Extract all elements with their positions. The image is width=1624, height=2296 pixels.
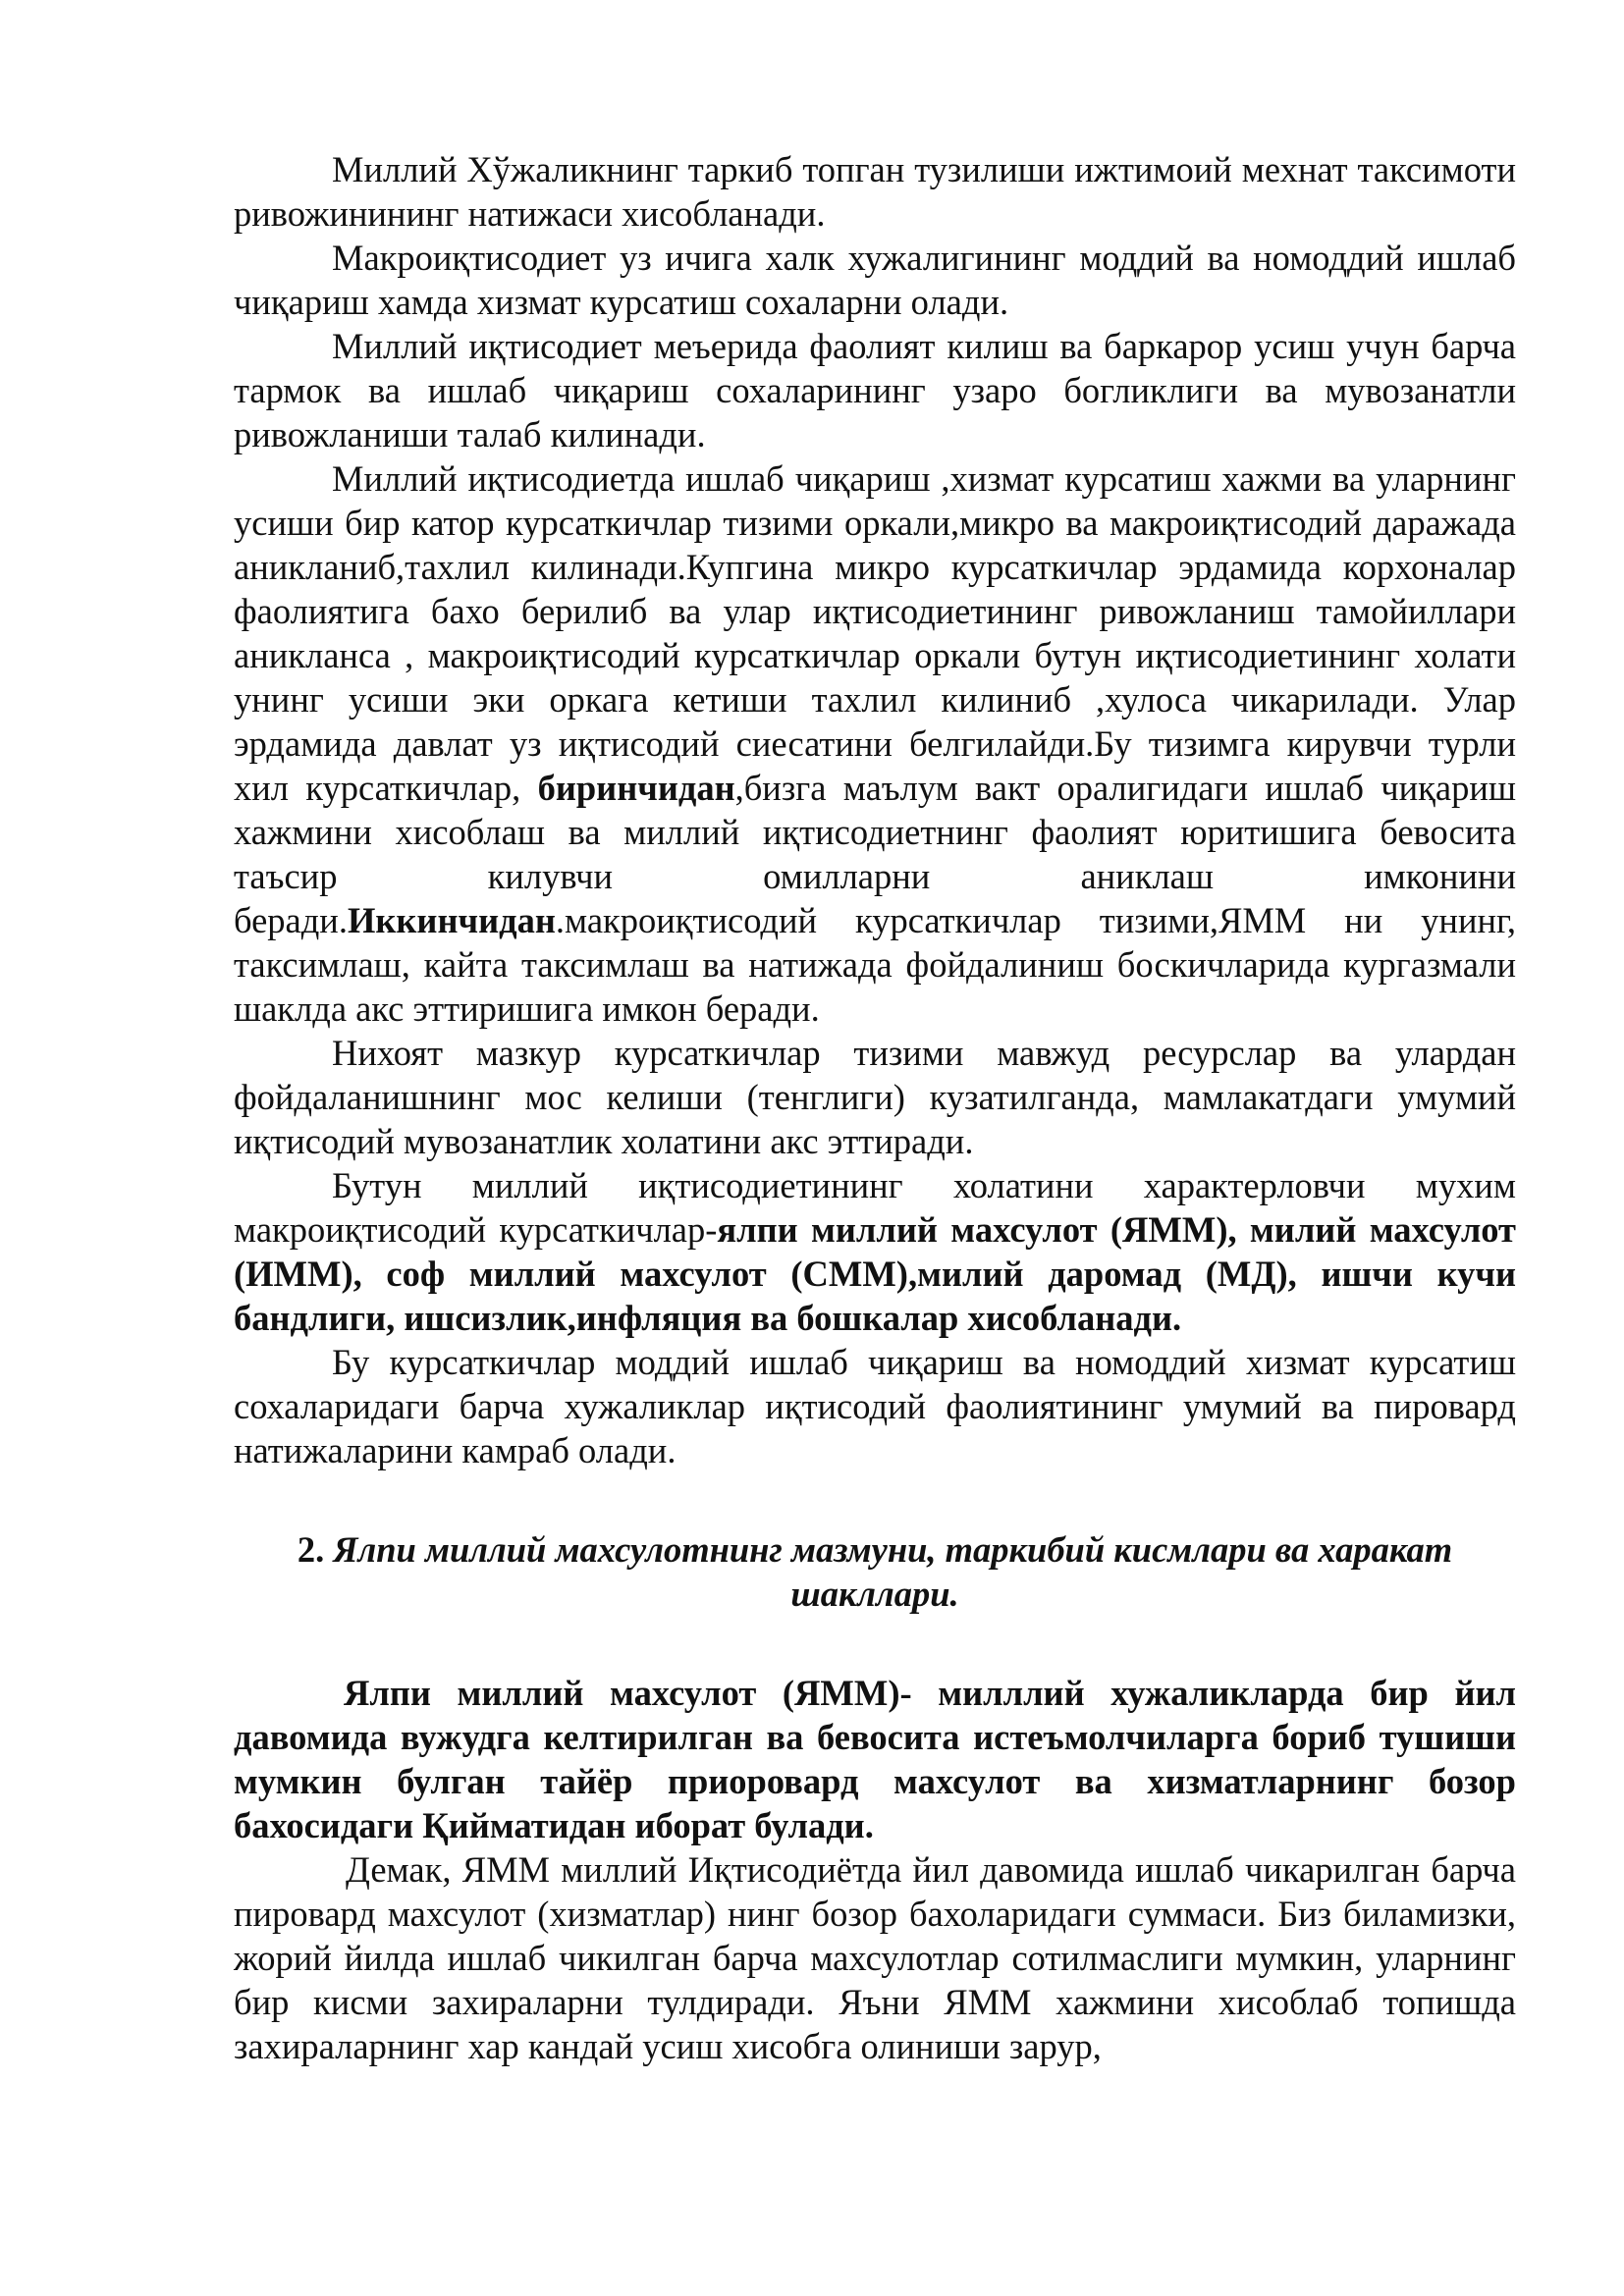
- paragraph-4-bold-second: Иккинчидан: [347, 900, 556, 940]
- document-page: [234, 147, 1516, 2068]
- paragraph-6-text: Бутун миллий иқтисодиетининг холатини характерловчи мухим макроиқтисодий курсаткичлар-: [234, 1165, 1516, 1250]
- paragraph-4-bold-first: биринчидан: [537, 768, 735, 808]
- paragraph-4-text-e: .макроиқтисодий курсаткичлар тизими,ЯММ ни унинг, таксимлаш, кайта таксимлаш ва натижада фойдалиниш боскичларида кургазмали шаклда акс эттиришига имкон беради.: [234, 900, 1516, 1029]
- closing-paragraph: Демак, ЯММ миллий Иқтисодиётда йил давомида ишлаб чикарилган барча пировард махсулот (хизматлар) нинг бозор бахоларидаги суммаси. Биз биламизки, жорий йилда ишлаб чикилган барча махсулотлар сотилмаслиги мумкин, уларнинг бир кисми захираларни тулдиради. Яъни ЯММ хажмини хисоблаб топишда захираларнинг хар кандай усиш хисобга олиниши зарур,: [234, 1849, 1516, 2066]
- paragraph-3: Миллий иқтисодиет меъерида фаолият килиш ва баркарор усиш учун барча тармок ва ишлаб чиқариш сохаларининг узаро богликлиги ва мувозанатли ривожланиши талаб килинади.: [234, 326, 1516, 454]
- paragraph-4: [234, 456, 1516, 1031]
- paragraph-2: Макроиқтисодиет уз ичига халк хужалигининг моддий ва номоддий ишлаб чиқариш хамда хизмат курсатиш сохаларни олади.: [234, 238, 1516, 322]
- paragraph-6-bold-indicators: ялпи миллий махсулот (ЯММ), милий махсулот (ИММ), соф миллий махсулот (СММ),милий даромад (МД), ишчи кучи бандлиги, ишсизлик,инфляция ва бошкалар хисобланади.: [234, 1209, 1516, 1338]
- section-heading: [234, 1527, 1516, 1616]
- paragraph-4-text-c: ,бизга маълум вакт оралигидаги ишлаб чиқариш хажмини хисоблаш ва миллий иқтисодиетнинг фаолият юритишига бевосита таъсир килувчи омилларни аниклаш имконини беради.: [234, 768, 1516, 940]
- paragraph-7: Бу курсаткичлар моддий ишлаб чиқариш ва номоддий хизмат курсатиш сохаларидаги барча хужаликлар иқтисодий фаолиятининг умумий ва пировард натижаларини камраб олади.: [234, 1342, 1516, 1470]
- paragraph-4-text-a: Миллий иқтисодиетда ишлаб чиқариш ,хизмат курсатиш хажми ва уларнинг усиши бир катор курсаткичлар тизими оркали,микро ва макроиқтисодий даражада аникланиб,тахлил килинади.Купгина микро курсаткичлар эрдамида корхоналар фаолиятига бахо берилиб ва улар иқтисодиетининг ривожланиш тамойиллари аникланса , макроиқтисодий курсаткичлар оркали бутун иқтисодиетининг холати унинг усиши эки оркага кетиши тахлил килиниб ,хулоса чикарилади. Улар эрдамида давлат уз иқтисодий сиесатини белгилайди.Бу тизимга кирувчи турли хил курсаткичлар,: [234, 458, 1516, 808]
- section-title: Ялпи миллий махсулотнинг мазмуни, таркибий кисмлари ва харакат шакллари.: [333, 1529, 1453, 1614]
- paragraph-5: Нихоят мазкур курсаткичлар тизими мавжуд ресурслар ва улардан фойдаланишнинг мос келиши (тенглиги) кузатилганда, мамлакатдаги умумий иқтисодий мувозанатлик холатини акс эттиради.: [234, 1033, 1516, 1161]
- paragraph-6: [234, 1163, 1516, 1340]
- definition-paragraph: Ялпи миллий махсулот (ЯММ)- милллий хужаликларда бир йил давомида вужудга келтирилган ва бевосита истеъмолчиларга бориб тушиши мумкин булган тайёр приоровард махсулот ва хизматларнинг бозор бахосидаги Қийматидан иборат булади.: [234, 1673, 1516, 1845]
- section-number: 2.: [297, 1529, 334, 1570]
- paragraph-1: Миллий Хўжаликнинг таркиб топган тузилиши ижтимоий мехнат таксимоти ривожинининг натижаси хисобланади.: [234, 149, 1516, 234]
